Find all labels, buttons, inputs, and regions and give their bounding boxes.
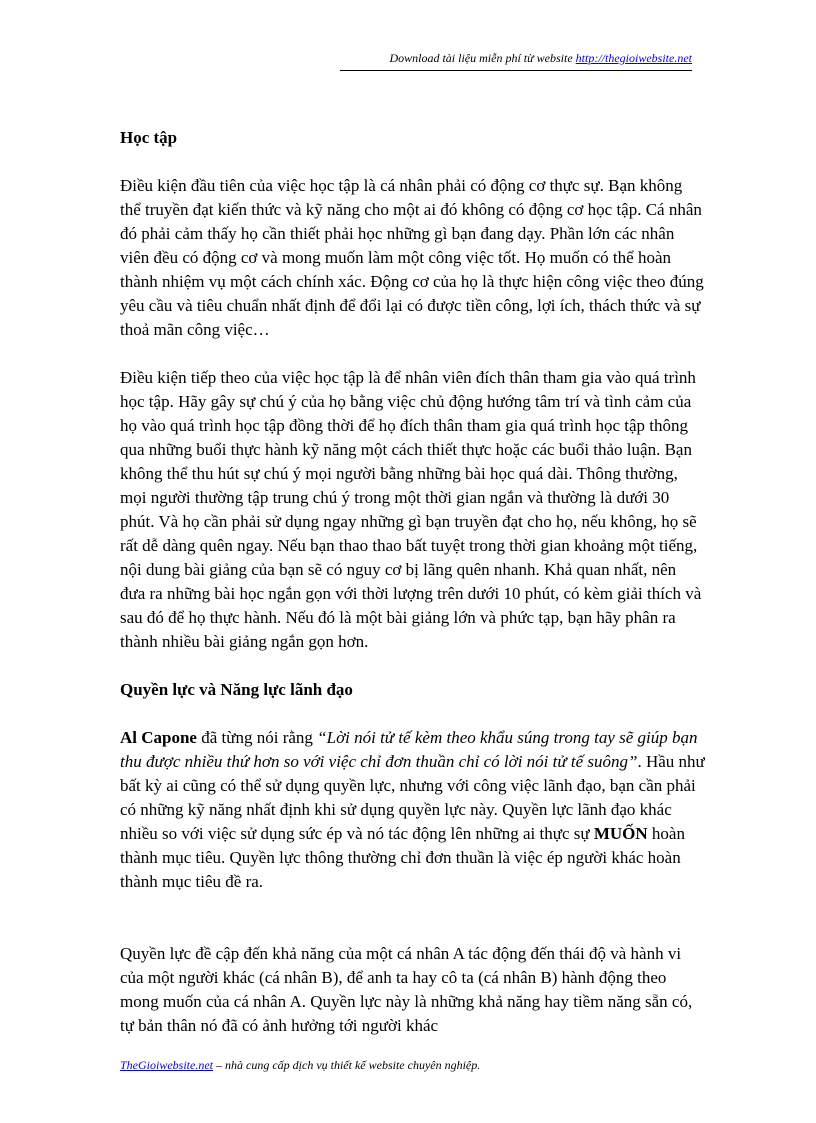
paragraph-power-definition: Quyền lực đề cập đến khả năng của một cá nhân A tác động đến thái độ và hành vi của một người khác (cá nhân B), để anh ta hay cô ta (cá nhân B) hành động theo mong muốn của cá nhân A. Quyền lực này là những khả năng hay tiềm năng sẵn có, tự bản thân nó đã có ảnh hưởng tới người khác [120,944,693,1035]
quote-end: hoàn thành mục tiêu. Quyền lực thông thường chỉ đơn thuần là việc ép người khác hoàn thành mục tiêu đề ra. [120,824,685,891]
paragraph-motivation: Điều kiện đầu tiên của việc học tập là cá nhân phải có động cơ thực sự. Bạn không thể truyền đạt kiến thức và kỹ năng cho một ai đó không có động cơ học tập. Cá nhân đó phải cảm thấy họ cần thiết phải học những gì bạn đang dạy. Phần lớn các nhân viên đều có động cơ và mong muốn làm một công việc tốt. Họ muốn có thể hoàn thành nhiệm vụ một cách chính xác. Động cơ của họ là thực hiện công việc theo đúng yêu cầu và tiêu chuẩn nhất định để đổi lại có được tiền công, lợi ích, thách thức và sự thoả mãn công việc… [120,176,704,339]
header-divider [340,70,692,71]
quote-intro: đã từng nói rằng [196,728,318,747]
paragraph-participation: Điều kiện tiếp theo của việc học tập là để nhân viên đích thân tham gia vào quá trình học tập. Hãy gây sự chú ý của họ bằng việc chủ động hướng tâm trí và tình cảm của họ vào quá trình học tập đồng thời để họ đích thân tham gia quá trình học tập thông qua những buổi thực hành kỹ năng một cách thiết thực hoặc các buổi thảo luận. Bạn không thể thu hút sự chú ý mọi người bằng những bài học quá dài. Thông thường, mọi người thường tập trung chú ý trong một thời gian ngắn và thường là dưới 30 phút. Và họ cần phải sử dụng ngay những gì bạn truyền đạt cho họ, nếu không, họ sẽ rất dễ dàng quên ngay. Nếu bạn thao thao bất tuyệt trong thời gian khoảng một tiếng, nội dung bài giảng của bạn sẽ có nguy cơ bị lãng quên nhanh. Khả quan nhất, nên đưa ra những bài học ngắn gọn với thời lượng trên dưới 10 phút, có kèm giải thích và sau đó để họ thực hành. Nếu đó là một bài giảng lớn và phức tạp, bạn hãy phân ra thành nhiều bài giảng ngắn gọn hơn. [120,368,702,651]
section-title-quyen-luc: Quyền lực và Năng lực lãnh đạo [120,680,353,699]
page-header [389,50,692,66]
header-website-link[interactable]: http://thegioiwebsite.net [575,51,692,65]
header-text: Download tài liệu miễn phí từ website [389,51,576,65]
emphasis-muon: MUỐN [593,824,648,843]
footer-text: – nhà cung cấp dịch vụ thiết kế website chuyên nghiệp. [213,1058,481,1072]
page-footer [120,1057,480,1073]
quote-rest: . Hầu như bất kỳ ai cũng có thể sử dụng quyền lực, nhưng với công việc lãnh đạo, bạn cần phải có những kỹ năng nhất định khi sử dụng quyền lực này. Quyền lực lãnh đạo khác nhiều so với việc sử dụng sức ép và nó tác động lên những ai thực sự [120,752,705,843]
footer-website-link[interactable]: TheGioiwebsite.net [120,1058,213,1072]
section-title-hoc-tap: Học tập [120,128,178,147]
quote-text: “Lời nói tử tế kèm theo khẩu súng trong tay sẽ giúp bạn thu được nhiều thứ hơn so với việc chỉ đơn thuần chỉ có lời nói tử tế suông” [120,728,698,771]
document-body [120,126,705,1062]
quote-author: Al Capone [120,728,197,747]
paragraph-al-capone-quote [120,726,705,894]
